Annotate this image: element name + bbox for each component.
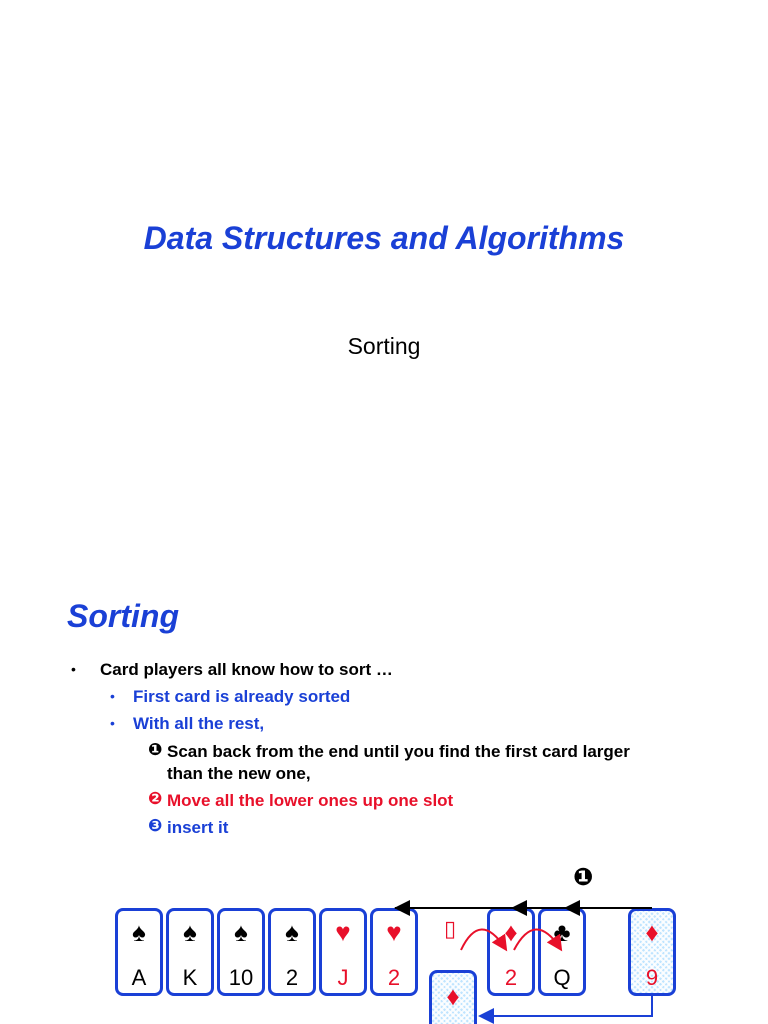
card-rank: J <box>337 965 349 990</box>
insert-arrow <box>482 996 652 1016</box>
card-rank: 10 <box>228 965 254 990</box>
step-marker: ❸ <box>148 816 163 835</box>
step-text: Move all the lower ones up one slot <box>167 791 454 810</box>
card-suit: ♠ <box>183 917 197 947</box>
card-7 <box>487 908 535 996</box>
step-marker: ❷ <box>148 789 163 808</box>
card-6 <box>370 908 418 996</box>
card-suit: ♦ <box>504 917 518 947</box>
card-suit: ♠ <box>234 917 248 947</box>
bullet-text: With all the rest, <box>133 714 265 733</box>
card-rank: 9 <box>645 965 659 990</box>
card-1 <box>115 908 163 996</box>
bullet-marker: • <box>71 661 76 677</box>
card-suit: ♦ <box>446 981 460 1011</box>
bullet-marker: • <box>110 688 115 704</box>
card-8 <box>538 908 586 996</box>
empty-slot-glyph: ▯ <box>444 916 457 941</box>
step-text-line-1: Scan back from the end until you find the first card larger <box>167 742 630 761</box>
card-2 <box>166 908 214 996</box>
step-text-line-2: than the new one, <box>167 764 311 783</box>
card-rank: 2 <box>285 965 299 990</box>
bullet-text: Card players all know how to sort … <box>100 660 393 679</box>
diagram-step-marker: ❶ <box>573 864 594 891</box>
card-rank: 2 <box>387 965 401 990</box>
card-3 <box>217 908 265 996</box>
section-heading: Sorting <box>67 598 179 634</box>
card-rank: K <box>182 965 198 990</box>
card-suit: ♦ <box>645 917 659 947</box>
card-new <box>628 908 676 996</box>
card-suit: ♠ <box>132 917 146 947</box>
card-suit: ♣ <box>553 917 571 947</box>
step-marker: ❶ <box>148 740 163 759</box>
bullet-text: First card is already sorted <box>133 687 351 706</box>
card-rank: 2 <box>504 965 518 990</box>
card-4 <box>268 908 316 996</box>
card-rank: A <box>131 965 147 990</box>
bullet-marker: • <box>110 715 115 731</box>
card-5 <box>319 908 367 996</box>
moving-card <box>429 970 477 1024</box>
card-suit: ♥ <box>386 917 402 947</box>
card-suit: ♠ <box>285 917 299 947</box>
step-text: insert it <box>167 818 229 837</box>
slide-title: Data Structures and Algorithms <box>143 220 625 256</box>
card-suit: ♥ <box>335 917 351 947</box>
slide-subtitle: Sorting <box>347 333 421 359</box>
card-rank: Q <box>553 965 571 990</box>
